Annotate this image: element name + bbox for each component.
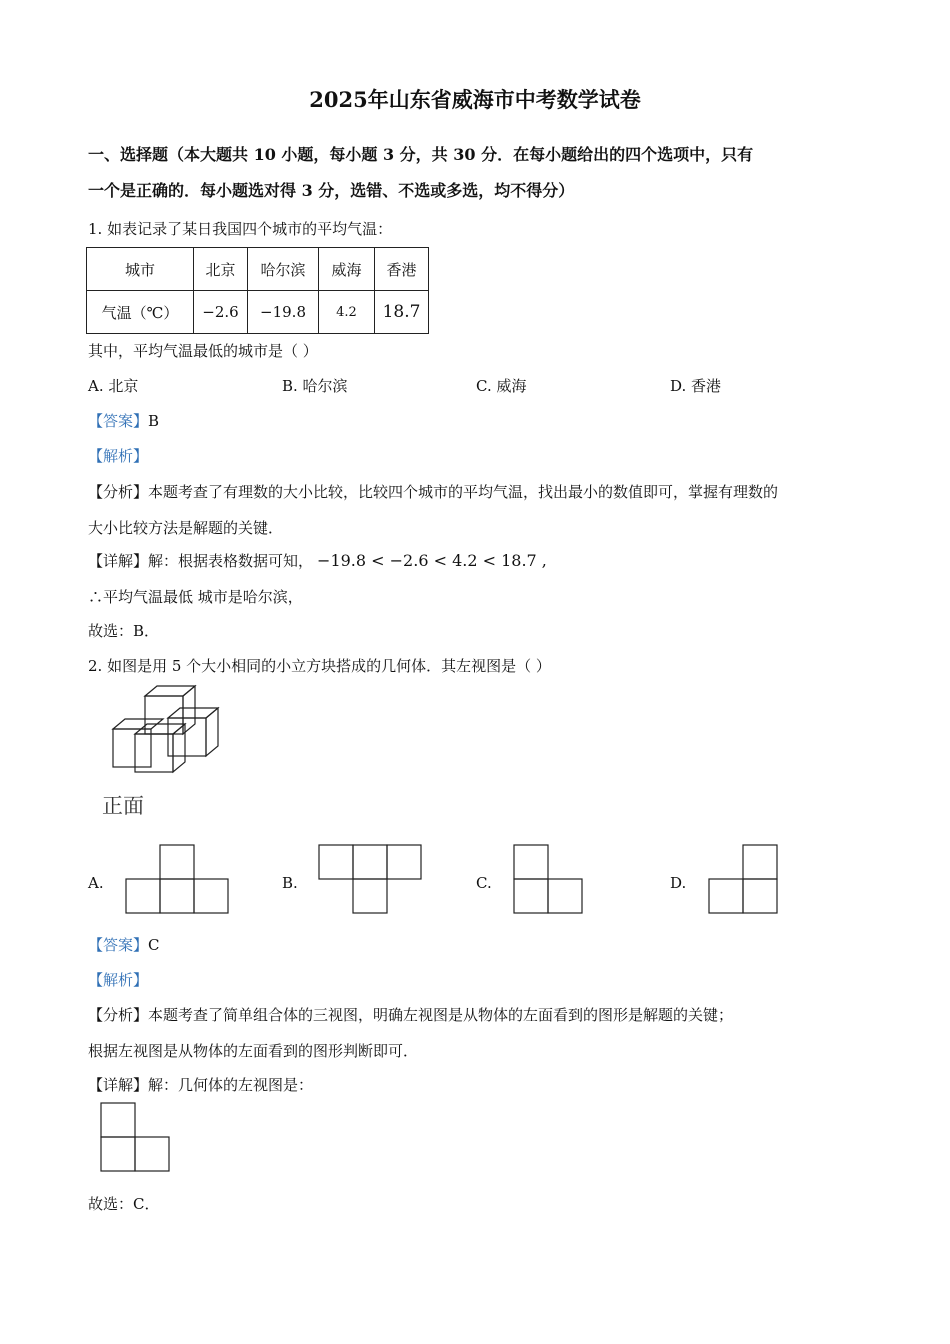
table-cell: 气温（℃） — [87, 291, 194, 334]
q2-option-d-figure[interactable] — [708, 844, 780, 914]
q2-stem: 2. 如图是用 5 个大小相同的小立方块搭成的几何体．其左视图是（ ） — [88, 657, 551, 675]
q1-detail — [88, 550, 547, 571]
q1-option-d[interactable]: D. 香港 — [670, 377, 722, 395]
q2-fenxi — [88, 1004, 733, 1025]
detail-text: 解：根据表格数据可知， — [148, 552, 314, 570]
answer-label: 【答案】 — [88, 412, 149, 430]
fenxi-label: 【分析】 — [88, 1006, 149, 1024]
table-cell: 4.2 — [319, 291, 375, 334]
fenxi-text: 本题考查了简单组合体的三视图，明确左视图是从物体的左面看到的图形是解题的关键； — [148, 1006, 734, 1024]
q1-fenxi — [88, 481, 778, 502]
detail-math: −19.8 < −2.6 < 4.2 < 18.7 , — [317, 551, 547, 570]
table-cell: 哈尔滨 — [248, 248, 319, 291]
table-cell: 威海 — [319, 248, 375, 291]
q1-conclusion: 故选：B． — [88, 622, 160, 640]
table-cell: 18.7 — [375, 291, 429, 334]
q2-option-c-label[interactable]: C. — [476, 874, 492, 892]
q1-stem: 1. 如表记录了某日我国四个城市的平均气温： — [88, 220, 393, 238]
q2-option-c-figure[interactable] — [513, 844, 585, 914]
fenxi-text: 本题考查了有理数的大小比较，比较四个城市的平均气温，找出最小的数值即可，掌握有理数的 — [148, 483, 779, 501]
q1-option-c[interactable]: C. 威海 — [476, 377, 527, 395]
q1-question: 其中，平均气温最低的城市是（ ） — [88, 342, 318, 360]
section-heading-line1: 一、选择题（本大题共 10 小题，每小题 3 分，共 30 分．在每小题给出的四个选项中，只有 — [88, 145, 754, 164]
q2-option-b-label[interactable]: B. — [282, 874, 298, 892]
q2-option-b-figure[interactable] — [318, 844, 424, 914]
q2-conclusion: 故选：C． — [88, 1195, 160, 1213]
q1-therefore: ∴平均气温最低 城市是哈尔滨， — [88, 588, 303, 606]
q1-answer — [88, 410, 159, 431]
page-title: 2025年山东省威海市中考数学试卷 — [309, 87, 641, 112]
table-cell: −2.6 — [194, 291, 248, 334]
detail-label: 【详解】 — [88, 1076, 149, 1094]
table-header-row — [87, 248, 429, 291]
temperature-table — [86, 247, 429, 334]
q2-answer — [88, 934, 160, 955]
q1-option-b[interactable]: B. 哈尔滨 — [282, 377, 348, 395]
table-cell: 城市 — [87, 248, 194, 291]
q1-fenxi-line2: 大小比较方法是解题的关键． — [88, 519, 284, 537]
cube-figure — [108, 684, 228, 774]
q2-detail — [88, 1074, 313, 1095]
detail-text: 解：几何体的左视图是： — [148, 1076, 314, 1094]
q1-analysis-label: 【解析】 — [88, 447, 149, 465]
section-heading-line2: 一个是正确的．每小题选对得 3 分，选错、不选或多选，均不得分） — [88, 181, 575, 200]
q2-option-d-label[interactable]: D. — [670, 874, 687, 892]
table-cell: −19.8 — [248, 291, 319, 334]
detail-label: 【详解】 — [88, 552, 149, 570]
q1-option-a[interactable]: A. 北京 — [88, 377, 139, 395]
table-row — [87, 291, 429, 334]
front-label: 正面 — [102, 794, 144, 818]
q2-left-view-figure — [100, 1102, 172, 1172]
q2-fenxi-line2: 根据左视图是从物体的左面看到的图形判断即可． — [88, 1042, 419, 1060]
table-cell: 北京 — [194, 248, 248, 291]
q2-option-a-label[interactable]: A. — [88, 874, 104, 892]
fenxi-label: 【分析】 — [88, 483, 149, 501]
answer-value: C — [148, 936, 160, 954]
table-cell: 香港 — [375, 248, 429, 291]
q2-option-a-figure[interactable] — [125, 844, 231, 914]
answer-value: B — [148, 412, 160, 430]
answer-label: 【答案】 — [88, 936, 149, 954]
q2-analysis-label: 【解析】 — [88, 971, 149, 989]
